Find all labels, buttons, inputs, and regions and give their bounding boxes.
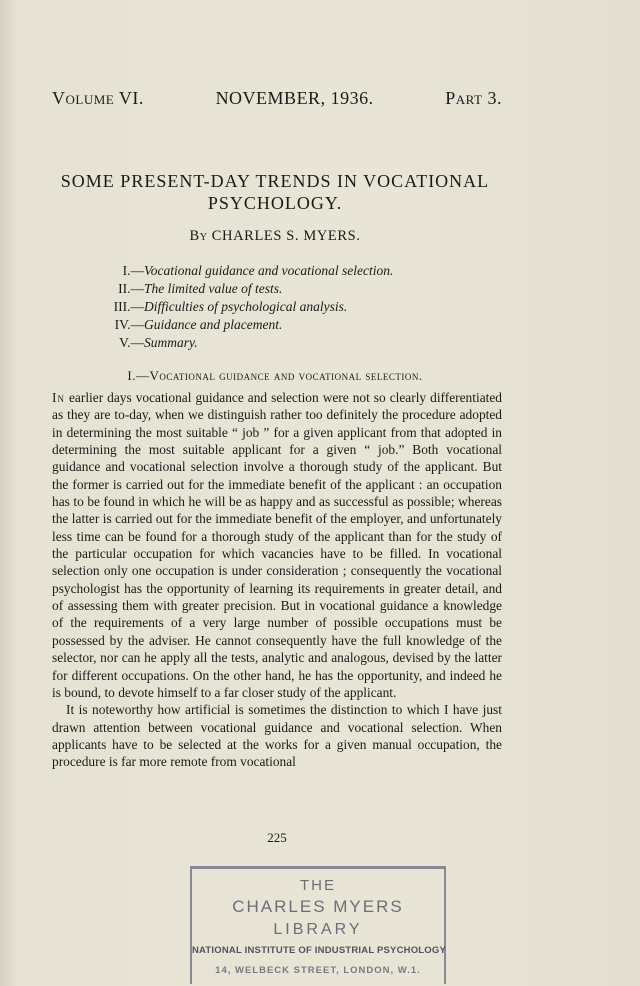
article-title — [40, 170, 510, 214]
paragraph-lead-word: In — [52, 390, 65, 405]
paragraph-1 — [52, 389, 502, 701]
article-body — [52, 389, 502, 771]
paragraph-1-text: earlier days vocational guidance and selection were not so clearly differentiated as they are to-day, when we distinguish rather too definitely the procedure adopted in determining the most suitable “ job ” for a given applicant from that adopted in determining the most suitable applicant for a given “ job.” Both vocational guidance and vocational selection involve a thorough study of the applicant. But the former is carried out for the immediate benefit of the applicant : an occupation has to be found in which he will be as happy and as successful as possible; whereas the latter is carried out for the immediate benefit of the employer, and unfortunately less time can be found for a thorough study of the applicant than for the study of the particular occupation for which vacancies have to be filled. In vocational selection only one occupation is under consideration ; consequently the vocational psychologist has the opportunity of learning its requirements in greater detail, and of assessing them with greater precision. But in vocational guidance a knowledge of the requirements of a very large number of possible occupations must be possessed by the adviser. He cannot consequently have the full knowledge of the selector, nor can he apply all the tests, analytic and analogous, devised by the latter for different occupations. On the other hand, he has the opportunity, and indeed he is bound, to devote himself to a far closer study of the applicant. — [52, 390, 502, 700]
running-header — [52, 88, 502, 109]
toc-number: III.— — [113, 299, 144, 314]
part-label: Part 3. — [445, 88, 502, 108]
toc-item — [100, 280, 440, 298]
toc-item — [100, 334, 440, 352]
title-line-1: SOME PRESENT-DAY TRENDS IN VOCATIONAL — [60, 171, 490, 191]
toc-number: V.— — [119, 335, 144, 350]
toc-title: Difficulties of psychological analysis. — [144, 299, 348, 314]
toc-number: I.— — [122, 263, 144, 278]
author-name: CHARLES S. MYERS. — [211, 228, 361, 244]
paragraph-2: It is noteworthy how artificial is sometimes the distinction to which I have just drawn attention between vocational guidance and vocational selection. When applicants have to be selected at the works for a given manual occupation, the procedure is far more remote from vocational — [52, 702, 502, 770]
library-stamp — [190, 866, 446, 984]
stamp-line-1: THE — [300, 877, 336, 894]
toc-number: II.— — [118, 281, 144, 296]
issue-date: NOVEMBER, 1936. — [215, 88, 374, 108]
toc-number: IV.— — [114, 317, 144, 332]
title-line-2: PSYCHOLOGY. — [207, 193, 343, 213]
toc-item — [100, 262, 440, 280]
toc-item — [100, 316, 440, 334]
byline — [40, 228, 510, 245]
toc-title: Summary. — [144, 335, 198, 350]
stamp-line-5: 14, WELBECK STREET, LONDON, W.1. — [215, 965, 421, 976]
by-word: By — [189, 228, 208, 244]
volume-label: Volume VI. — [52, 88, 144, 108]
toc-title: Vocational guidance and vocational selection. — [144, 263, 394, 278]
toc-title: The limited value of tests. — [144, 281, 283, 296]
table-of-contents — [100, 262, 440, 352]
stamp-line-4: NATIONAL INSTITUTE OF INDUSTRIAL PSYCHOLOGY — [192, 945, 447, 956]
stamp-line-2: CHARLES MYERS — [232, 897, 404, 916]
section-heading: I.—Vocational guidance and vocational selection. — [127, 368, 423, 383]
toc-item — [100, 298, 440, 316]
stamp-line-3: LIBRARY — [273, 921, 363, 938]
page-number: 225 — [267, 830, 287, 845]
toc-title: Guidance and placement. — [144, 317, 283, 332]
